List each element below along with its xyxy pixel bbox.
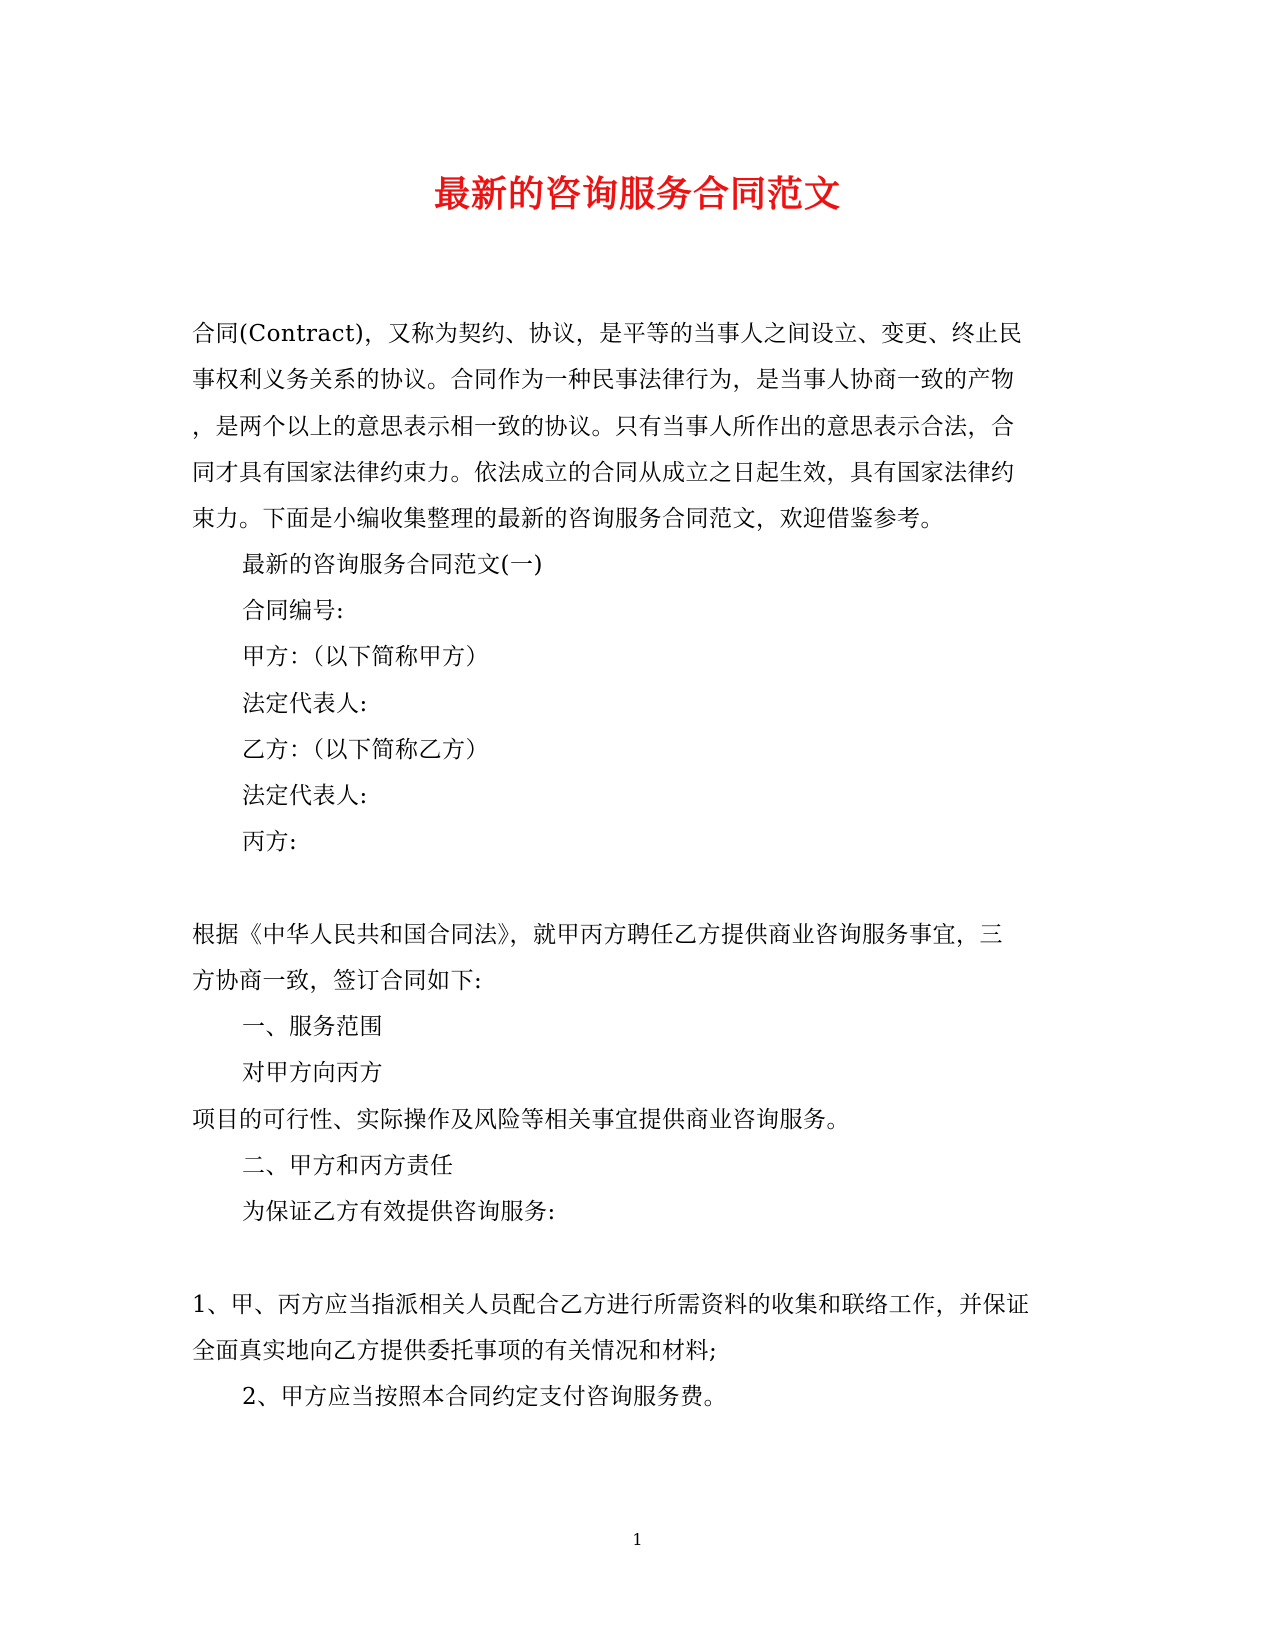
clause-1-text-line-1: 对甲方向丙方	[242, 1060, 383, 1086]
clause-1-heading: 一、服务范围	[242, 1014, 383, 1040]
clause-2-heading: 二、甲方和丙方责任	[242, 1153, 454, 1179]
preamble-line-1: 根据《中华人民共和国合同法》，就甲丙方聘任乙方提供商业咨询服务事宜，三	[192, 922, 1003, 948]
intro-line-4: 同才具有国家法律约束力。依法成立的合同从成立之日起生效，具有国家法律约	[192, 460, 1015, 486]
clause-1-text-line-2: 项目的可行性、实际操作及风险等相关事宜提供商业咨询服务。	[192, 1107, 850, 1133]
party-b-representative-label: 法定代表人:	[242, 783, 368, 809]
document-title: 最新的咨询服务合同范文	[433, 173, 841, 215]
party-a-label: 甲方：（以下简称甲方）	[242, 644, 489, 670]
clause-2-item-1-line-2: 全面真实地向乙方提供委托事项的有关情况和材料;	[192, 1338, 718, 1364]
section-heading: 最新的咨询服务合同范文(一)	[242, 552, 543, 578]
clause-2-item-1-line-1: 1、甲、丙方应当指派相关人员配合乙方进行所需资料的收集和联络工作，并保证	[192, 1292, 1030, 1318]
party-b-label: 乙方：（以下简称乙方）	[242, 737, 489, 763]
intro-line-3: ，是两个以上的意思表示相一致的协议。只有当事人所作出的意思表示合法，合	[192, 414, 1015, 440]
contract-number-label: 合同编号:	[242, 598, 345, 624]
preamble-line-2: 方协商一致，签订合同如下:	[192, 968, 483, 994]
party-c-label: 丙方:	[242, 829, 298, 855]
intro-line-1: 合同(Contract)，又称为契约、协议，是平等的当事人之间设立、变更、终止民	[192, 321, 1023, 347]
party-a-representative-label: 法定代表人:	[242, 691, 368, 717]
intro-line-5: 束力。下面是小编收集整理的最新的咨询服务合同范文，欢迎借鉴参考。	[192, 506, 944, 532]
clause-2-intro: 为保证乙方有效提供咨询服务:	[242, 1199, 556, 1225]
intro-line-2: 事权利义务关系的协议。合同作为一种民事法律行为，是当事人协商一致的产物	[192, 367, 1015, 393]
page-number: 1	[632, 1530, 643, 1549]
clause-2-item-2: 2、甲方应当按照本合同约定支付咨询服务费。	[242, 1384, 728, 1410]
